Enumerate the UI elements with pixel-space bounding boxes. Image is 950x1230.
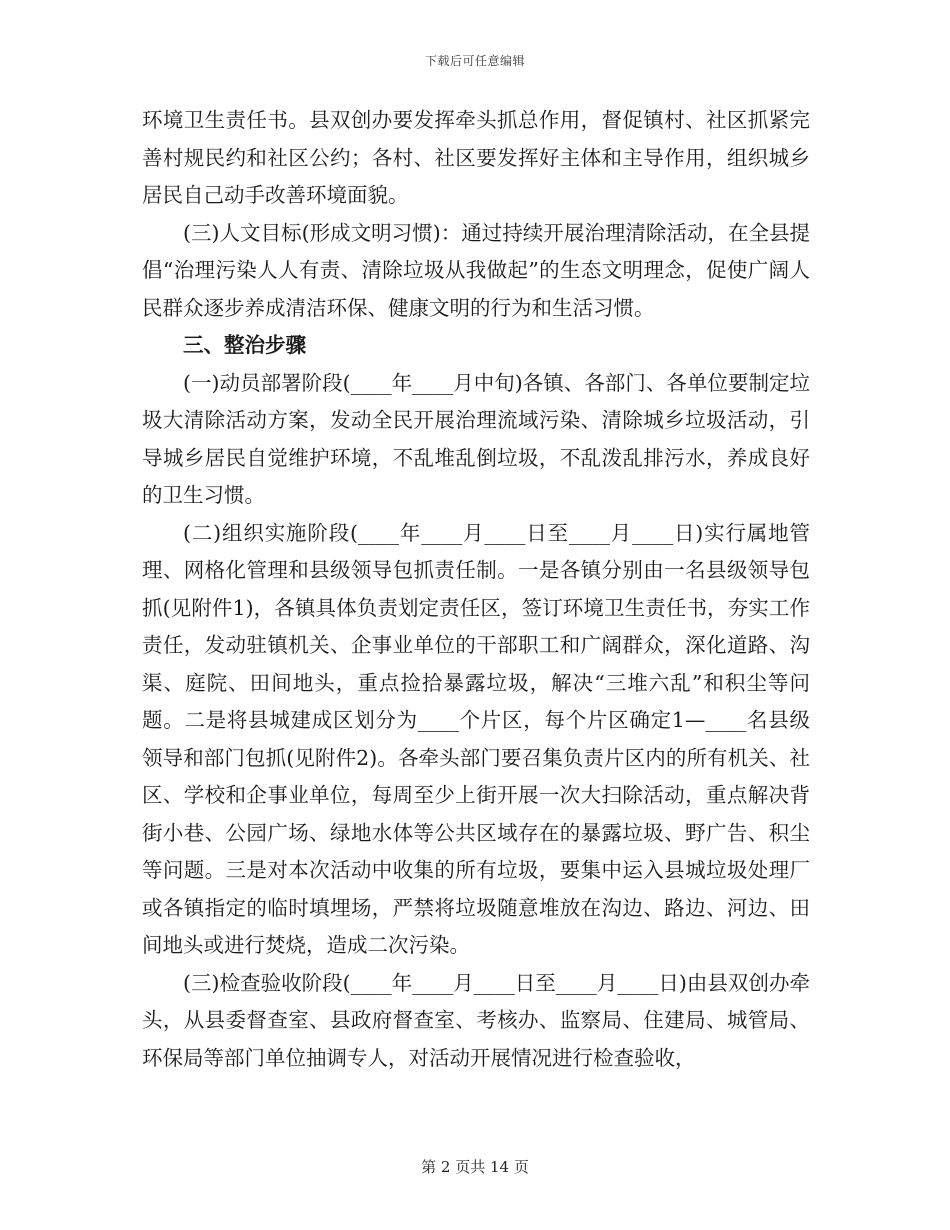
paragraph-continuation: 环境卫生责任书。县双创办要发挥牵头抓总作用，督促镇村、社区抓紧完善村规民约和社区公约；各村、社区要发挥好主体和主导作用，组织城乡居民自己动手改善环境面貌。 (142, 108, 810, 207)
section-heading: 三、整治步骤 (183, 333, 306, 357)
paragraph-inspection-stage: (三)检查验收阶段(____年____月____日至____月____日)由县双创办牵头，从县委督查室、县政府督查室、考核办、监察局、住建局、城管局、环保局等部门单位抽调专人，对活动开展情况进行检查验收， (142, 970, 810, 1070)
paragraph-mobilization-stage: (一)动员部署阶段(____年____月中旬)各镇、各部门、各单位要制定垃圾大清除活动方案，发动全民开展治理流域污染、清除城乡垃圾活动，引导城乡居民自觉维护环境，不乱堆乱倒垃圾，不乱泼乱排污水，养成良好的卫生习惯。 (142, 370, 810, 507)
paragraph-humanistic-goal: (三)人文目标(形成文明习惯)：通过持续开展治理清除活动，在全县提倡“治理污染人人有责、清除垃圾从我做起”的生态文明理念，促使广阔人民群众逐步养成清洁环保、健康文明的行为和生活习惯。 (142, 220, 810, 320)
page-number-footer: 第 2 页共 14 页 (421, 1158, 529, 1176)
document-body (142, 102, 810, 1077)
paragraph-implementation-stage: (二)组织实施阶段(____年____月____日至____月____日)实行属地管理、网格化管理和县级领导包抓责任制。一是各镇分别由一名县级领导包抓(见附件1)，各镇具体负责划定责任区，签订环境卫生责任书，夯实工作责任，发动驻镇机关、企事业单位的干部职工和广阔群众，深化道路、沟渠、庭院、田间地头，重点捡拾暴露垃圾，解决“三堆六乱”和积尘等问题。二是将县城建成区划分为____个片区，每个片区确定1—____名县级领导和部门包抓(见附件2)。各牵头部门要召集负责片区内的所有机关、社区、学校和企事业单位，每周至少上街开展一次大扫除活动，重点解决背街小巷、公园广场、绿地水体等公共区域存在的暴露垃圾、野广告、积尘等问题。三是对本次活动中收集的所有垃圾，要集中运入县城垃圾处理厂或各镇指定的临时填埋场，严禁将垃圾随意堆放在沟边、路边、河边、田间地头或进行焚烧，造成二次污染。 (142, 520, 810, 957)
page-header: 下载后可任意编辑 (424, 54, 525, 68)
